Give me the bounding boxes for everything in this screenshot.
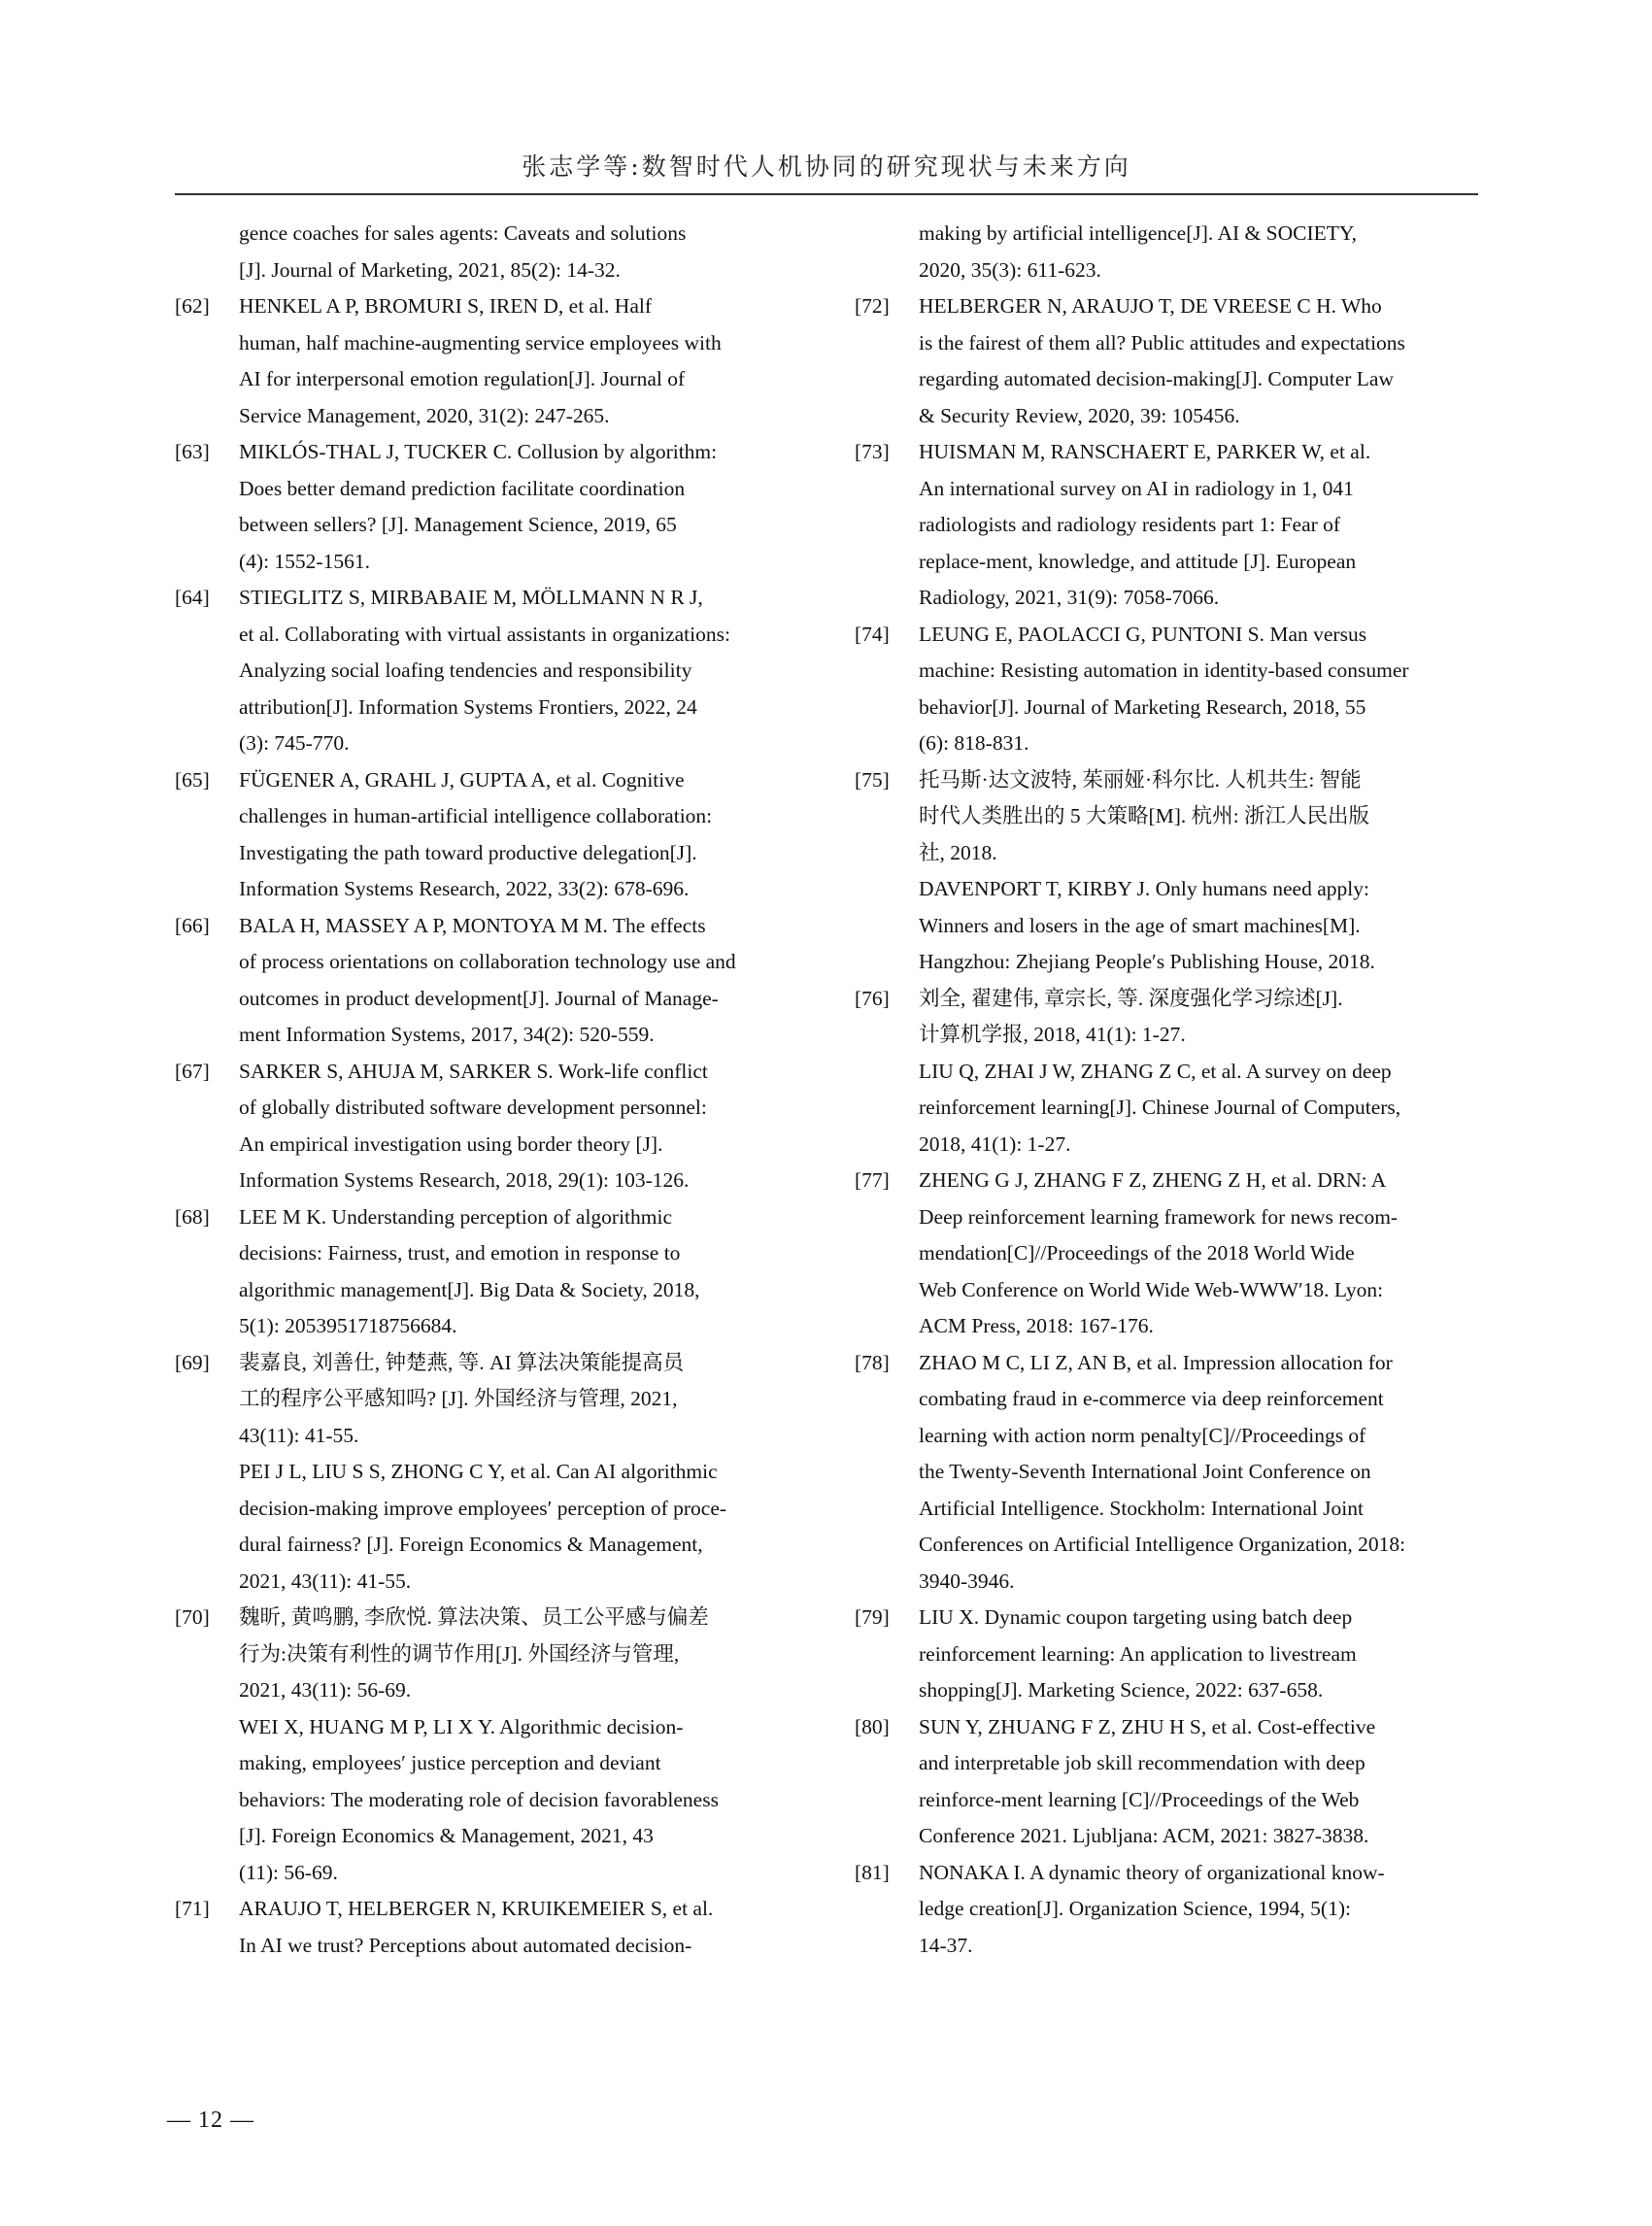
reference-line: shopping[J]. Marketing Science, 2022: 637-658. — [919, 1678, 1324, 1702]
reference-line: of process orientations on collaboration technology use and — [239, 950, 736, 973]
reference-line: STIEGLITZ S, MIRBABAIE M, MÖLLMANN N R J, — [239, 586, 703, 609]
reference-number: [75] — [855, 767, 890, 792]
reference-line: 2020, 35(3): 611-623. — [919, 257, 1101, 282]
reference-line: LEUNG E, PAOLACCI G, PUNTONI S. Man versus — [919, 622, 1367, 646]
reference-entry — [855, 1600, 1476, 1709]
reference-line: 裴嘉良, 刘善仕, 钟楚燕, 等. AI 算法决策能提高员 — [239, 1350, 685, 1374]
reference-line: 工的程序公平感知吗? [J]. 外国经济与管理, 2021, — [239, 1387, 678, 1410]
reference-line: regarding automated decision-making[J]. Computer Law — [919, 367, 1394, 390]
reference-number: [71] — [175, 1897, 210, 1920]
reference-line: dural fairness? [J]. Foreign Economics & Management, — [239, 1533, 703, 1556]
reference-line: Winners and losers in the age of smart machines[M]. — [919, 913, 1361, 937]
reference-line: AI for interpersonal emotion regulation[J]. Journal of — [239, 367, 686, 390]
reference-line: reinforcement learning[J]. Chinese Journal of Computers, — [919, 1096, 1401, 1119]
reference-line: (11): 56-69. — [239, 1860, 338, 1884]
reference-line: ACM Press, 2018: 167-176. — [919, 1314, 1154, 1337]
reference-line: BALA H, MASSEY A P, MONTOYA M M. The effects — [239, 913, 706, 937]
reference-line: LEE M K. Understanding perception of algorithmic — [239, 1204, 673, 1229]
reference-entry — [175, 216, 796, 288]
reference-line: behaviors: The moderating role of decision favorableness — [239, 1787, 719, 1811]
reference-line: 托马斯·达文波特, 茱丽娅·科尔比. 人机共生: 智能 — [919, 767, 1362, 792]
reference-line: An international survey on AI in radiology in 1, 041 — [919, 476, 1354, 500]
reference-line: HELBERGER N, ARAUJO T, DE VREESE C H. Who — [919, 294, 1382, 318]
running-header: 张志学等:数智时代人机协同的研究现状与未来方向 — [522, 152, 1131, 181]
reference-number: [65] — [175, 767, 210, 792]
reference-line: Analyzing social loafing tendencies and responsibility — [239, 658, 692, 682]
reference-line: challenges in human-artificial intelligence collaboration: — [239, 804, 713, 827]
reference-line: Conference 2021. Ljubljana: ACM, 2021: 3827-3838. — [919, 1824, 1369, 1847]
reference-number: [63] — [175, 440, 210, 463]
reference-line: Radiology, 2021, 31(9): 7058-7066. — [919, 586, 1220, 609]
reference-line: human, half machine-augmenting service employees with — [239, 330, 722, 354]
reference-line: 2021, 43(11): 56-69. — [239, 1678, 412, 1702]
reference-entry — [175, 580, 796, 762]
reference-number: [72] — [855, 294, 890, 318]
reference-number: [78] — [855, 1350, 890, 1374]
reference-line: PEI J L, LIU S S, ZHONG C Y, et al. Can AI algorithmic — [239, 1460, 718, 1483]
reference-entry — [175, 908, 796, 1054]
reference-entry — [855, 617, 1476, 762]
reference-line: decisions: Fairness, trust, and emotion in response to — [239, 1241, 681, 1265]
reference-line: attribution[J]. Information Systems Frontiers, 2022, 24 — [239, 694, 697, 719]
reference-number: [77] — [855, 1168, 890, 1192]
reference-line: mendation[C]//Proceedings of the 2018 World Wide — [919, 1241, 1355, 1265]
page-number: — 12 — — [167, 2108, 254, 2133]
reference-number: [76] — [855, 986, 890, 1010]
reference-line: ZHENG G J, ZHANG F Z, ZHENG Z H, et al. DRN: A — [919, 1168, 1387, 1192]
reference-line: (3): 745-770. — [239, 731, 350, 755]
reference-number: [69] — [175, 1350, 210, 1374]
reference-line: In AI we trust? Perceptions about automated decision- — [239, 1933, 692, 1957]
reference-line: learning with action norm penalty[C]//Proceedings of — [919, 1423, 1366, 1447]
reference-line: algorithmic management[J]. Big Data & Society, 2018, — [239, 1277, 700, 1301]
reference-line: DAVENPORT T, KIRBY J. Only humans need apply: — [919, 877, 1369, 900]
reference-number: [80] — [855, 1714, 890, 1738]
reference-number: [79] — [855, 1605, 890, 1629]
reference-entry — [175, 1600, 796, 1891]
reference-entry — [855, 216, 1476, 288]
reference-line: WEI X, HUANG M P, LI X Y. Algorithmic decision- — [239, 1714, 684, 1738]
reference-line: Conferences on Artificial Intelligence Organization, 2018: — [919, 1533, 1406, 1556]
reference-entry — [175, 434, 796, 580]
reference-line: 2021, 43(11): 41-55. — [239, 1568, 412, 1593]
reference-entry — [855, 434, 1476, 617]
reference-line: LIU X. Dynamic coupon targeting using batch deep — [919, 1605, 1353, 1629]
reference-line: 3940-3946. — [919, 1568, 1015, 1593]
reference-line: 行为:决策有利性的调节作用[J]. 外国经济与管理, — [239, 1641, 680, 1666]
reference-line: [J]. Foreign Economics & Management, 2021, 43 — [239, 1824, 654, 1847]
reference-entry — [175, 1054, 796, 1199]
reference-line: Web Conference on World Wide Web-WWW′18. Lyon: — [919, 1277, 1384, 1301]
reference-line: Deep reinforcement learning framework for news recom- — [919, 1204, 1399, 1229]
reference-entry — [175, 1199, 796, 1345]
reference-line: [J]. Journal of Marketing, 2021, 85(2): 14-32. — [239, 257, 621, 282]
reference-line: of globally distributed software development personnel: — [239, 1096, 707, 1119]
reference-line: Hangzhou: Zhejiang People′s Publishing House, 2018. — [919, 950, 1375, 973]
reference-number: [62] — [175, 294, 210, 318]
reference-line: Information Systems Research, 2022, 33(2): 678-696. — [239, 877, 690, 900]
reference-entry — [855, 1345, 1476, 1601]
reference-number: [67] — [175, 1059, 210, 1083]
reference-line: outcomes in product development[J]. Journal of Manage- — [239, 986, 719, 1010]
reference-line: 5(1): 2053951718756684. — [239, 1314, 457, 1337]
reference-line: 2018, 41(1): 1-27. — [919, 1131, 1071, 1156]
reference-line: SARKER S, AHUJA M, SARKER S. Work-life conflict — [239, 1059, 708, 1083]
reference-line: 时代人类胜出的 5 大策略[M]. 杭州: 浙江人民出版 — [919, 804, 1370, 827]
reference-line: 14-37. — [919, 1933, 973, 1957]
reference-line: Investigating the path toward productive delegation[J]. — [239, 840, 697, 864]
reference-line: MIKLÓS-THAL J, TUCKER C. Collusion by algorithm: — [239, 440, 718, 463]
reference-line: behavior[J]. Journal of Marketing Research, 2018, 55 — [919, 694, 1366, 719]
reference-number: [81] — [855, 1860, 890, 1884]
reference-line: et al. Collaborating with virtual assistants in organizations: — [239, 622, 730, 646]
reference-line: radiologists and radiology residents part 1: Fear of — [919, 513, 1341, 536]
reference-entry — [855, 288, 1476, 434]
reference-entry — [855, 1855, 1476, 1965]
reference-line: FÜGENER A, GRAHL J, GUPTA A, et al. Cognitive — [239, 767, 685, 792]
left-column — [175, 216, 796, 1964]
reference-entry — [855, 1163, 1476, 1345]
reference-number: [70] — [175, 1605, 210, 1629]
reference-entry — [175, 1891, 796, 1964]
reference-line: An empirical investigation using border theory [J]. — [239, 1131, 663, 1156]
reference-number: [74] — [855, 622, 890, 646]
reference-line: 社, 2018. — [919, 840, 997, 864]
reference-line: HUISMAN M, RANSCHAERT E, PARKER W, et al. — [919, 440, 1371, 463]
reference-entry — [855, 1709, 1476, 1855]
reference-entry — [175, 1345, 796, 1601]
reference-line: Artificial Intelligence. Stockholm: International Joint — [919, 1496, 1364, 1520]
reference-line: 刘全, 翟建伟, 章宗长, 等. 深度强化学习综述[J]. — [919, 986, 1343, 1010]
reference-line: and interpretable job skill recommendation with deep — [919, 1751, 1365, 1774]
reference-number: [66] — [175, 913, 210, 937]
reference-line: the Twenty-Seventh International Joint Conference on — [919, 1460, 1371, 1483]
reference-line: Does better demand prediction facilitate coordination — [239, 476, 686, 500]
reference-entry — [175, 762, 796, 908]
reference-line: making by artificial intelligence[J]. AI & SOCIETY, — [919, 221, 1358, 245]
reference-entry — [855, 981, 1476, 1164]
reference-line: 43(11): 41-55. — [239, 1423, 359, 1447]
reference-line: Information Systems Research, 2018, 29(1): 103-126. — [239, 1168, 690, 1192]
reference-line: making, employees′ justice perception and deviant — [239, 1751, 661, 1774]
reference-line: LIU Q, ZHAI J W, ZHANG Z C, et al. A survey on deep — [919, 1059, 1392, 1083]
reference-line: gence coaches for sales agents: Caveats and solutions — [239, 221, 687, 245]
reference-number: [64] — [175, 586, 210, 609]
right-column — [855, 216, 1476, 1964]
reference-line: (4): 1552-1561. — [239, 549, 370, 573]
reference-line: is the fairest of them all? Public attitudes and expectations — [919, 330, 1405, 354]
reference-line: 魏昕, 黄鸣鹏, 李欣悦. 算法决策、员工公平感与偏差 — [239, 1605, 709, 1629]
reference-entry — [175, 288, 796, 434]
reference-line: between sellers? [J]. Management Science, 2019, 65 — [239, 513, 677, 536]
reference-line: (6): 818-831. — [919, 731, 1029, 755]
reference-line: replace-ment, knowledge, and attitude [J]. European — [919, 549, 1357, 573]
reference-number: [68] — [175, 1204, 210, 1229]
reference-line: combating fraud in e-commerce via deep reinforcement — [919, 1387, 1384, 1410]
reference-line: ledge creation[J]. Organization Science, 1994, 5(1): — [919, 1897, 1351, 1920]
reference-line: ARAUJO T, HELBERGER N, KRUIKEMEIER S, et al. — [239, 1897, 714, 1920]
reference-line: decision-making improve employees′ perception of proce- — [239, 1496, 727, 1520]
reference-line: ment Information Systems, 2017, 34(2): 520-559. — [239, 1023, 655, 1046]
reference-line: reinforce-ment learning [C]//Proceedings of the Web — [919, 1787, 1360, 1811]
reference-line: Service Management, 2020, 31(2): 247-265. — [239, 403, 610, 427]
reference-line: HENKEL A P, BROMURI S, IREN D, et al. Half — [239, 294, 653, 318]
reference-line: machine: Resisting automation in identity-based consumer — [919, 658, 1409, 682]
reference-entry — [855, 762, 1476, 981]
reference-line: & Security Review, 2020, 39: 105456. — [919, 403, 1240, 427]
reference-number: [73] — [855, 440, 890, 463]
reference-line: 计算机学报, 2018, 41(1): 1-27. — [919, 1023, 1186, 1046]
reference-line: NONAKA I. A dynamic theory of organizational know- — [919, 1860, 1385, 1884]
reference-line: SUN Y, ZHUANG F Z, ZHU H S, et al. Cost-effective — [919, 1714, 1376, 1738]
reference-line: ZHAO M C, LI Z, AN B, et al. Impression allocation for — [919, 1350, 1393, 1374]
header-rule — [175, 193, 1478, 195]
reference-line: reinforcement learning: An application to livestream — [919, 1641, 1357, 1666]
